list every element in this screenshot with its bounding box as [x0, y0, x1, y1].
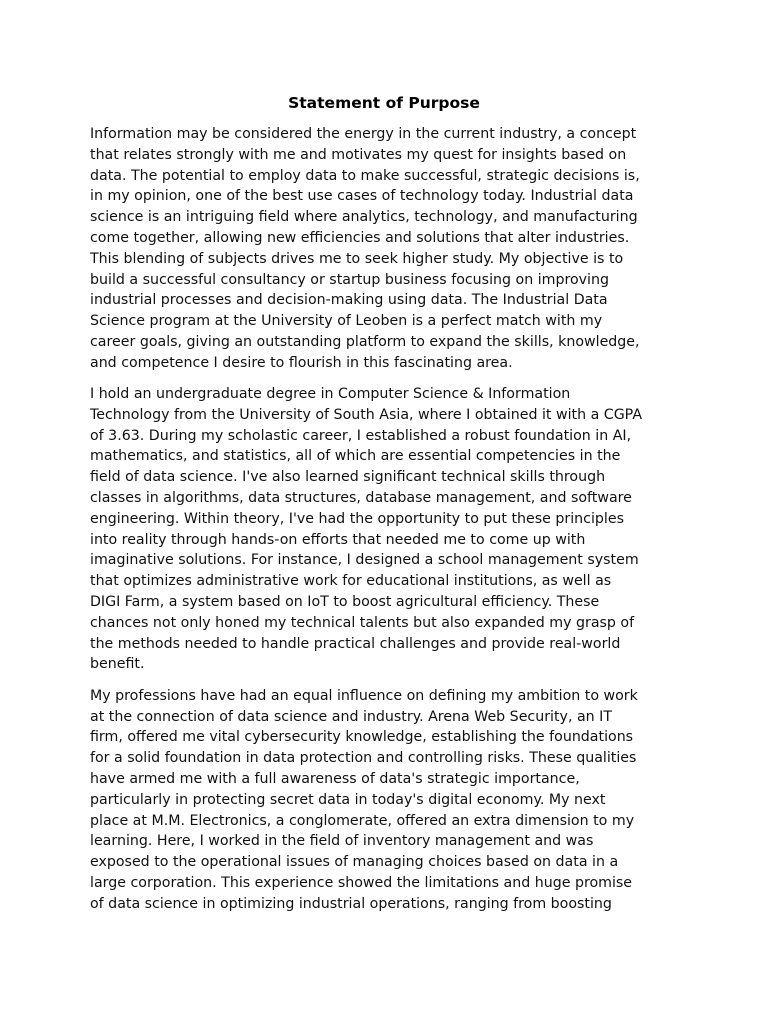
- document-body: [90, 124, 690, 925]
- document-title: Statement of Purpose: [288, 94, 480, 112]
- paragraph-introduction: Information may be considered the energy in the current industry, a concept that relates strongly with me and motivates my quest for insights based on data. The potential to employ data to make successful, strategic decisions is, in my opinion, one of the best use cases of technology today. Industrial data science is an intriguing field where analytics, technology, and manufacturing come together, allowing new efficiencies and solutions that alter industries. This blending of subjects drives me to seek higher study. My objective is to build a successful consultancy or startup business focusing on improving industrial processes and decision-making using data. The Industrial Data Science program at the University of Leoben is a perfect match with my career goals, giving an outstanding platform to expand the skills, knowledge, and competence I desire to flourish in this fascinating area.: [90, 126, 640, 371]
- paragraph-education: I hold an undergraduate degree in Computer Science & Information Technology from the University of South Asia, where I obtained it with a CGPA of 3.63. During my scholastic career, I established a robust foundation in AI, mathematics, and statistics, all of which are essential competencies in the field of data science. I've also learned significant technical skills through classes in algorithms, data structures, database management, and software engineering. Within theory, I've had the opportunity to put these principles into reality through hands-on efforts that needed me to come up with imaginative solutions. For instance, I designed a school management system that optimizes administrative work for educational institutions, as well as DIGI Farm, a system based on IoT to boost agricultural efficiency. These chances not only honed my technical talents but also expanded my grasp of the methods needed to handle practical challenges and provide real-world benefit.: [90, 386, 643, 673]
- paragraph-experience: My professions have had an equal influence on defining my ambition to work at the connection of data science and industry. Arena Web Security, an IT firm, offered me vital cybersecurity knowledge, establishing the foundations for a solid foundation in data protection and controlling risks. These qualities have armed me with a full awareness of data's strategic importance, particularly in protecting secret data in today's digital economy. My next place at M.M. Electronics, a conglomerate, offered an extra dimension to my learning. Here, I worked in the field of inventory management and was exposed to the operational issues of managing choices based on data in a large corporation. This experience showed the limitations and huge promise of data science in optimizing industrial operations, ranging from boosting: [90, 687, 638, 912]
